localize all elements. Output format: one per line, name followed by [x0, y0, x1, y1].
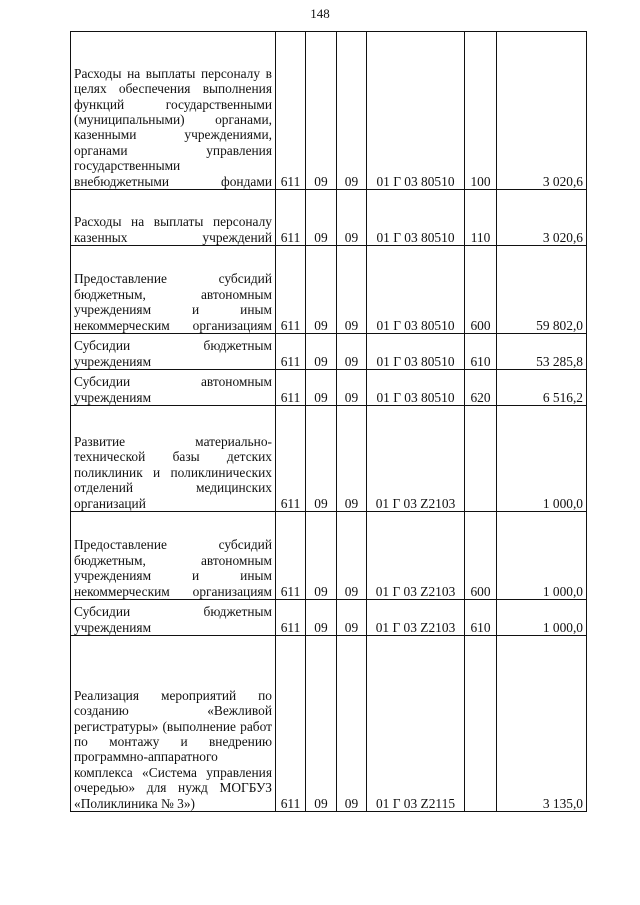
- row-description: Субсидии бюджетным учреждениям: [71, 600, 276, 636]
- row-expense-type: [465, 406, 497, 512]
- table-row: [71, 190, 587, 246]
- row-ministry-code: 611: [276, 512, 306, 600]
- row-expense-type: 100: [465, 32, 497, 190]
- table-row: [71, 246, 587, 334]
- row-amount: 3 135,0: [497, 636, 587, 812]
- row-expense-type: 110: [465, 190, 497, 246]
- row-amount: 1 000,0: [497, 512, 587, 600]
- row-ministry-code: 611: [276, 370, 306, 406]
- budget-table: [70, 31, 587, 812]
- row-amount: 3 020,6: [497, 190, 587, 246]
- row-target-code: 01 Г 03 Z2115: [367, 636, 465, 812]
- row-target-code: 01 Г 03 Z2103: [367, 512, 465, 600]
- row-ministry-code: 611: [276, 406, 306, 512]
- table-row: [71, 636, 587, 812]
- row-amount: 59 802,0: [497, 246, 587, 334]
- row-expense-type: 620: [465, 370, 497, 406]
- row-section-code: 09: [306, 406, 337, 512]
- row-amount: 3 020,6: [497, 32, 587, 190]
- row-subsection-code: 09: [337, 334, 367, 370]
- row-description: Реализация мероприятий по созданию «Вежливой регистратуры» (выполнение работ по монтажу и внедрению программно-аппаратного комплекса «Система управления очередью» для нужд МОГБУЗ «Поликлиника № 3»): [71, 636, 276, 812]
- row-section-code: 09: [306, 32, 337, 190]
- row-ministry-code: 611: [276, 246, 306, 334]
- row-target-code: 01 Г 03 Z2103: [367, 600, 465, 636]
- row-description: Развитие материально-технической базы детских поликлиник и поликлинических отделений медицинских организаций: [71, 406, 276, 512]
- row-target-code: 01 Г 03 80510: [367, 370, 465, 406]
- row-description: Расходы на выплаты персоналу казенных учреждений: [71, 190, 276, 246]
- row-subsection-code: 09: [337, 406, 367, 512]
- row-subsection-code: 09: [337, 512, 367, 600]
- row-section-code: 09: [306, 334, 337, 370]
- row-section-code: 09: [306, 370, 337, 406]
- row-description: Субсидии бюджетным учреждениям: [71, 334, 276, 370]
- row-subsection-code: 09: [337, 600, 367, 636]
- table-row: [71, 600, 587, 636]
- row-subsection-code: 09: [337, 190, 367, 246]
- table-row: [71, 512, 587, 600]
- row-amount: 1 000,0: [497, 406, 587, 512]
- table-row: [71, 32, 587, 190]
- row-expense-type: 600: [465, 246, 497, 334]
- row-section-code: 09: [306, 636, 337, 812]
- row-amount: 6 516,2: [497, 370, 587, 406]
- row-target-code: 01 Г 03 Z2103: [367, 406, 465, 512]
- row-section-code: 09: [306, 512, 337, 600]
- row-subsection-code: 09: [337, 246, 367, 334]
- row-section-code: 09: [306, 190, 337, 246]
- row-ministry-code: 611: [276, 190, 306, 246]
- row-description: Расходы на выплаты персоналу в целях обеспечения выполнения функций государственными (муниципальными) органами, казенными учреждениями, органами управления государственными внебюджетными фондами: [71, 32, 276, 190]
- row-ministry-code: 611: [276, 334, 306, 370]
- row-subsection-code: 09: [337, 32, 367, 190]
- row-subsection-code: 09: [337, 636, 367, 812]
- row-expense-type: 610: [465, 334, 497, 370]
- table-row: [71, 334, 587, 370]
- table-row: [71, 370, 587, 406]
- row-subsection-code: 09: [337, 370, 367, 406]
- row-target-code: 01 Г 03 80510: [367, 190, 465, 246]
- row-ministry-code: 611: [276, 636, 306, 812]
- row-target-code: 01 Г 03 80510: [367, 334, 465, 370]
- row-amount: 53 285,8: [497, 334, 587, 370]
- row-ministry-code: 611: [276, 600, 306, 636]
- row-target-code: 01 Г 03 80510: [367, 32, 465, 190]
- row-expense-type: 610: [465, 600, 497, 636]
- row-description: Предоставление субсидий бюджетным, автономным учреждениям и иным некоммерческим организациям: [71, 512, 276, 600]
- row-expense-type: [465, 636, 497, 812]
- row-amount: 1 000,0: [497, 600, 587, 636]
- row-target-code: 01 Г 03 80510: [367, 246, 465, 334]
- page-number: 148: [310, 6, 330, 21]
- row-section-code: 09: [306, 246, 337, 334]
- row-expense-type: 600: [465, 512, 497, 600]
- row-description: Субсидии автономным учреждениям: [71, 370, 276, 406]
- row-description: Предоставление субсидий бюджетным, автономным учреждениям и иным некоммерческим организациям: [71, 246, 276, 334]
- row-ministry-code: 611: [276, 32, 306, 190]
- row-section-code: 09: [306, 600, 337, 636]
- table-row: [71, 406, 587, 512]
